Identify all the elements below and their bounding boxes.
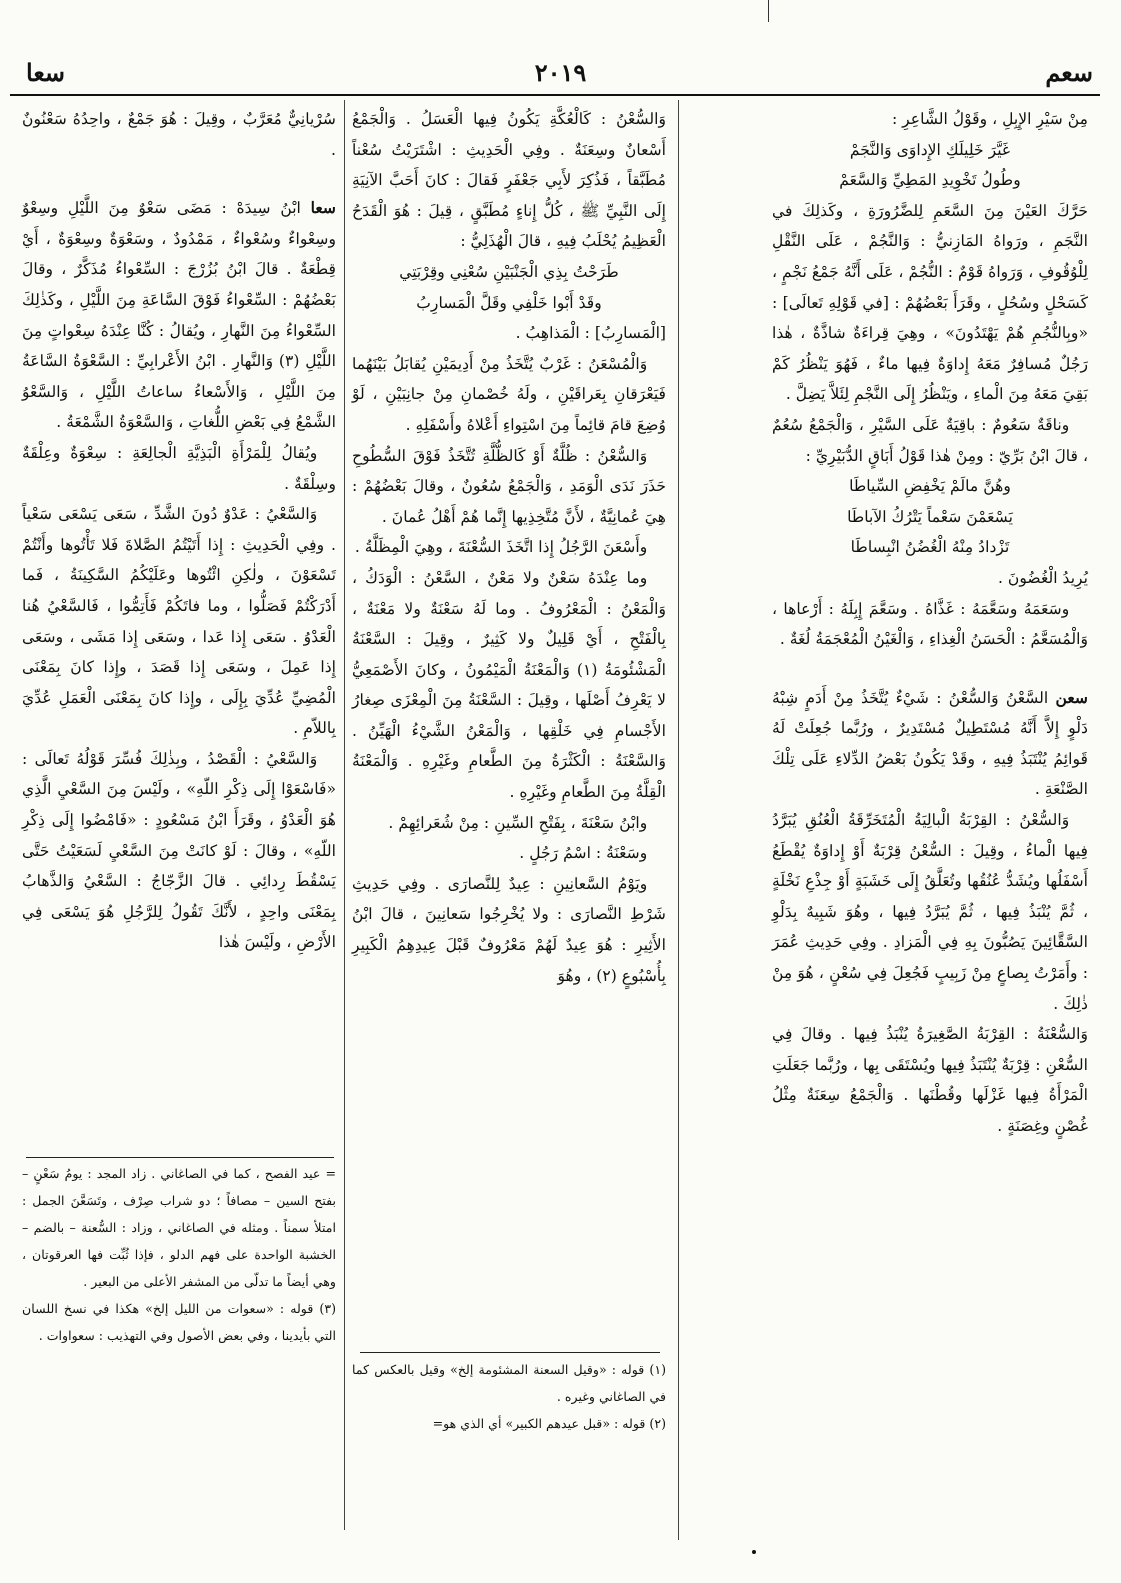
left-column: [22, 104, 336, 958]
verse-line: يَسْعَمْنَ سَعْماً يَتْرُكُ الآباطَا: [847, 507, 1013, 526]
paragraph: ابْنُ سِيدَهْ : مَضَى سَعْوٌ مِنَ اللَّيْلِ وسِعْوٌ وسِعْواءٌ وسُعْواءٌ ، مَمْدُودٌ ، وسَعْوَةٌ وسِعْوَةٌ ، أَيْ قِطْعَةٌ . قالَ ابْنُ بُزُرْجَ : السِّعْواءُ مُذَكَّرٌ ، وقالَ بَعْضُهُمْ : السِّعْواءُ فَوْقَ السَّاعَةِ مِنَ اللَّيْلِ ، وكَذٰلِكَ السِّعْواءُ مِنَ النَّهارِ ، ويُقالُ : كُنَّا عِنْدَهُ سِعْواتٍ مِنَ اللَّيْلِ (٣) وَالنَّهارِ . ابْنُ الأَعْرابِيِّ : السَّعْوَةُ السَّاعَةُ مِنَ اللَّيْلِ ، وَالأَسْعاءُ ساعاتُ اللَّيْلِ ، وَالسَّعْوُ الشَّمْعُ فِي بَعْضِ اللُّغاتِ ، وَالسَّعْوَةُ الشَّمْعَةُ .: [22, 199, 336, 432]
paragraph: وسَعْنَةُ : اسْمُ رَجُلٍ .: [519, 844, 648, 863]
paragraph: السَّعْنُ وَالسُّعْنُ : شَيْءٌ يُتَّخَذُ مِنْ أَدَمٍ شِبْهُ دَلْوٍ إِلاَّ أَنَّهُ مُسْتَطِيلٌ مُسْتَدِيرٌ ، ورُبَّما جُعِلَتْ لَهُ قَوائِمُ يُنْتَبَذُ فِيهِ ، وقَدْ يَكُونُ بَعْضُ الدِّلاءِ عَلَى تِلْكَ الصَّنْعَةِ .: [772, 688, 1088, 799]
footnote: (٣) قوله : «سعوات من الليل إلخ» هكذا في نسخ اللسان التي بأيدينا ، وفي بعض الأصول وفي التهذيب : سعواوات .: [22, 1301, 336, 1343]
verse-line: وطُولُ تَخْوِيدِ المَطِيِّ وَالسَّعَمْ: [839, 171, 1021, 190]
text-line: [الْمَسارِبُ] : الْمَذاهِبُ .: [515, 324, 666, 343]
text-line: مِنْ سَيْرِ الإِبِلِ ، وقَوْلُ الشَّاعِرِ :: [891, 110, 1088, 128]
paragraph: ويَوْمُ السَّعانِينِ : عِيدٌ لِلنَّصارَى . وفِي حَدِيثِ شَرْطِ النَّصارَى : ولا يُخْرِجُوا سَعانِينَ ، قالَ ابْنُ الأَثِيرِ : هُوَ عِيدٌ لَهُمْ مَعْرُوفٌ قَبْلَ عِيدِهِمُ الْكَبِيرِ بِأُسْبُوعٍ (٢) ، وهُوَ: [352, 874, 666, 985]
paragraph: وسَعَمَهُ وسَعَّمَهُ : غَذَّاهُ . وسَعَّمَ إِبِلَهُ : أَرْعاها ، وَالْمُسَعَّمُ : الْحَسَنُ الْغِذاءِ ، وَالْغَيْنُ الْمُعْجَمَةُ لُغَةٌ .: [772, 599, 1088, 649]
paragraph: وَالسُّعْنَةُ : القِرْبَةُ الصَّغِيرَةُ يُنْبَذُ فِيها . وقالَ فِي السُّعْنِ : قِرْبَةٌ يُنْتَبَذُ فِيها ويُسْتَقَى بِها ، ورُبَّما جَعَلَتِ الْمَرْأَةُ فِيها غَزْلَها وقُطْنَها . وَالْجَمْعُ سِعَنَةٌ مِثْلُ غُصْنٍ وغِصَنَةٍ .: [772, 1025, 1088, 1135]
verse-line: وهُنَّ مالَمْ يَخْفِضِ السِّياطَا: [849, 477, 1011, 496]
paragraph: وما عِنْدَهُ سَعْنٌ ولا مَعْنٌ ، السَّعْنُ : الْوَدَكُ ، وَالْمَعْنُ : الْمَعْرُوفُ . وما لَهُ سَعْنَةٌ ولا مَعْنَةٌ ، بِالْفَتْحِ ، أَيْ قَلِيلٌ ولا كَثِيرٌ ، وقِيلَ : السَّعْنَةُ الْمَشْئُومَةُ (١) وَالْمَعْنَةُ الْمَيْمُونُ ، وكانَ الأَصْمَعِيُّ لا يَعْرِفُ أَصْلَها ، وقِيلَ : السَّعْنَةُ مِنَ الْمِعْزَى صِغارُ الأَجْسامِ فِي خَلْقِها ، وَالْمَعْنُ الشَّيْءُ الْهَيِّنُ . وَالسَّعْنَةُ : الْكَثْرَةُ مِنَ الطَّعامِ وغَيْرِهِ . وَالْمَعْنَةُ الْقِلَّةُ مِنَ الطَّعامِ وغَيْرِهِ .: [352, 568, 666, 802]
left-footnotes: [22, 1160, 336, 1349]
footnote: (١) قوله : «وقيل السعنة المشئومة إلخ» وقيل بالعكس كما في الصاغاني وغيره .: [352, 1362, 666, 1404]
scan-artifact-line: [768, 0, 769, 22]
text-line: يُرِيدُ الْغُضُونَ .: [998, 568, 1088, 587]
paragraph: سُرْيانِيٌّ مُعَرَّبٌ ، وقِيلَ : هُوَ جَمْعٌ ، واحِدُهُ سَعْنُونٌ .: [22, 110, 336, 159]
page-number: ٢٠١٩: [534, 58, 587, 87]
verse-line: غَيَّرَ خَلِيلَكِ الإِداوَى وَالنَّجَمْ: [849, 140, 1011, 159]
paragraph: وأَسْعَنَ الرَّجُلُ إِذا اتَّخَذَ السُّعْنَةَ ، وهِيَ الْمِظَلَّةُ .: [354, 538, 648, 557]
paragraph: وَالسُّعْنُ : ظُلَّةٌ أَوْ كَالظُّلَّةِ تُتَّخَذُ فَوْقَ السُّطُوحِ حَذَرَ نَدَى الْوَمَدِ ، وَالْجَمْعُ سُعُونٌ ، وقالَ بَعْضُهُمْ : هِيَ عُمانِيَّةٌ ، لأَنَّ مُتَّخِذِيها إِنَّما هُمْ أَهْلُ عُمانَ .: [352, 446, 666, 526]
entry-headword: سعا: [310, 198, 336, 218]
entry-headword: سعن: [1055, 687, 1088, 707]
paragraph: ويُقالُ لِلْمَرْأَةِ الْبَذِيَّةِ الْجالِعَةِ : سِعْوَةٌ وعِلْقَةٌ وسِلْقَةٌ .: [22, 443, 336, 493]
verse-line: وقَدْ أَبْوا خَلْفِي وقَلَّ الْمَسارِبُ: [416, 293, 602, 312]
paragraph: وَالسُّعْنُ : القِرْبَةُ الْبالِيَةُ الْمُتَخَرِّقَةُ الْعُنُقِ يُبَرَّدُ فِيها الْماءُ ، وقِيلَ : السُّعْنُ قِرْبَةٌ أَوْ إِداوَةٌ يُقْطَعُ أَسْفَلُها ويُشَدُّ عُنُقُها وتُعَلَّقُ إِلَى خَشَبَةٍ أَوْ جِذْعِ نَخْلَةٍ ، ثُمَّ يُنْبَذُ فِيها ، ثُمَّ يُبَرَّدُ فِيها ، وهُوَ شَبِيهٌ بِدَلْوِ السَّقَّائِينَ يَصُبُّونَ بِهِ فِي الْمَزادِ . وفِي حَدِيثِ عُمَرَ : وأَمَرْتُ بِصاعٍ مِنْ زَبِيبٍ فَجُعِلَ فِي سُعْنٍ ، هُوَ مِنْ ذٰلِكَ .: [772, 811, 1088, 1013]
verse-line: تَزْدادُ مِنْهُ الْغُضُنُ انْبِساطَا: [850, 538, 1010, 557]
page-header: [18, 58, 1103, 92]
footnote: = عيد الفصح ، كما في الصاغاني . زاد المجد : يومُ سَعْنٍ – بفتح السين – مصافاً ؛ دو شراب صِرْف ، وتَسَعَّنَ الجمل : امتلأ سمناً . ومثله في الصاغاني ، وزاد : السُّعنة – بالضم – الخشبة الواحدة على فهم الدلو ، فإذا ثُبِّت فها العرقوتان ، وهي أيضاً ما تدلّى من المشفر الأعلى من البعير .: [22, 1166, 336, 1289]
paragraph: وَالسَّعْيُ : الْقَصْدُ ، وبِذٰلِكَ فُسِّرَ قَوْلُهُ تَعالَى : «فَاسْعَوْا إِلَى ذِكْرِ اللّهِ» ، ولَيْسَ مِنَ السَّعْيِ الَّذِي هُوَ الْعَدْوُ ، وقَرَأَ ابْنُ مَسْعُودٍ : «فَامْضُوا إِلَى ذِكْرِ اللّهِ» ، وقالَ : لَوْ كانَتْ مِنَ السَّعْيِ لَسَعَيْتُ حَتَّى يَسْقُطَ رِدائِي . قالَ الزَّجّاجُ : السَّعْيُ وَالذَّهابُ بِمَعْنَى واحِدٍ ، لأَنَّكَ تَقُولُ لِلرَّجُلِ هُوَ يَسْعَى فِي الأَرْضِ ، ولَيْسَ هٰذا: [22, 749, 336, 952]
middle-column: [352, 104, 666, 991]
paragraph: وناقَةٌ سَعُومٌ : باقِيَةٌ عَلَى السَّيْرِ ، وَالْجَمْعُ سُعُمٌ ، قالَ ابْنُ بَرِّيّ : ومِنْ هٰذا قَوْلُ أَبَاقٍ الدُّبَيْرِيِّ :: [772, 415, 1088, 465]
middle-footnotes: [352, 1356, 666, 1437]
verse-line: طَرَحْتُ بِذِي الْجَنْبَيْنِ سُعْنِي وقِرْبَتِي: [399, 262, 619, 281]
paragraph: حَرَّكَ العَيْنَ مِنَ السَّعَمِ لِلضَّرُورَةِ ، وكَذلِكَ في النَّجَمِ ، ورَواهُ المَازِنيُّ : وَالنَّجُمْ ، عَلَى النَّقْلِ لِلْوُقُوفِ ، وَرَواهُ قَوْمٌ : النُّجُمْ ، عَلَى أَنَّهُ جَمْعُ نَجْمٍ ، كَسَحْلٍ وسُحُلٍ ، وقَرَأَ بَعْضُهُمْ : [في قَوْلِهِ تَعالَى] : «وبِالنُّجُمِ هُمْ يَهْتَدُونَ» ، وهِيَ قِراءَةٌ شاذَّةٌ ، هٰذا رَجُلٌ مُسافِرٌ مَعَهُ إِداوَةٌ فِيها ماءٌ ، فَهُوَ يَنْظُرُ كَمْ بَقِيَ مَعَهُ مِنَ الْماءِ ، ويَنْظُرُ إِلَى النَّجْمِ لِئَلاَّ يَضِلَّ .: [772, 201, 1088, 404]
footnote-rule: [360, 1352, 660, 1353]
column-divider: [678, 100, 679, 1540]
paragraph: وَالْمُسْعَنُ : غَرْبٌ يُتَّخَذُ مِنْ أَدِيمَيْنِ يُقابَلُ بَيْنَهُما فَيَعْرَقانِ بِعَراقَيْنِ ، ولَهُ خُصْمانِ مِنْ جانِبَيْنِ ، لَوْ وُضِعَ قامَ قائِماً مِنَ اسْتِواءِ أَعْلاهُ وأَسْفَلِهِ .: [352, 354, 666, 434]
header-rule: [10, 94, 1100, 96]
print-dot: [752, 1550, 756, 1554]
footnote-rule: [26, 1157, 334, 1158]
paragraph: وَالسُّعْنُ : كَالْعُكَّةِ يَكُونُ فِيها الْعَسَلُ . وَالْجَمْعُ أَسْعانٌ وسِعَنَةٌ . وفِي الْحَدِيثِ : اشْتَرَيْتُ سُعْناً مُطَبَّقاً ، فَذُكِرَ لأَبِي جَعْفَرٍ فَقالَ : كانَ أَحَبَّ الآنِيَةِ إِلَى النَّبِيِّ ﷺ ، كُلُّ إِناءٍ مُطَبَّقٍ ، قِيلَ : هُوَ الْقَدَحُ الْعَظِيمُ يُحْلَبُ فِيهِ ، قالَ الْهُذَلِيُّ :: [352, 110, 666, 251]
footnote: (٢) قوله : «قبل عيدهم الكبير» أي الذي هو=: [432, 1416, 666, 1431]
header-right-word: سعم: [1045, 58, 1093, 87]
paragraph: وَالسَّعْيُ : عَدْوٌ دُونَ الشَّدِّ ، سَعَى يَسْعَى سَعْياً . وفِي الْحَدِيثِ : إِذا أَتَيْتُمُ الصَّلاةَ فَلا تَأْتُوها وأَنْتُمْ تَسْعَوْنَ ، ولٰكِنِ ائْتُوها وعَلَيْكُمُ السَّكِينَةُ ، فَما أَدْرَكْتُمْ فَصَلُّوا ، وما فاتَكُمْ فَأَتِمُّوا ، فَالسَّعْيُ هُنا الْعَدْوُ . سَعَى إِذا عَدا ، وسَعَى إِذا مَشَى ، وسَعَى إِذا عَمِلَ ، وسَعَى إِذا قَصَدَ ، وإِذا كانَ بِمَعْنَى الْمُضِيِّ عُدِّيَ بِإِلَى ، وإِذا كانَ بِمَعْنَى الْعَمَلِ عُدِّيَ بِاللاّمِ .: [22, 505, 336, 738]
paragraph: وابْنُ سَعْنَةَ ، بِفَتْحِ السِّينِ : مِنْ شُعَرائِهِمْ .: [388, 813, 648, 832]
right-column: [772, 104, 1088, 1142]
header-left-word: سعا: [26, 58, 65, 87]
column-divider: [344, 100, 345, 1530]
